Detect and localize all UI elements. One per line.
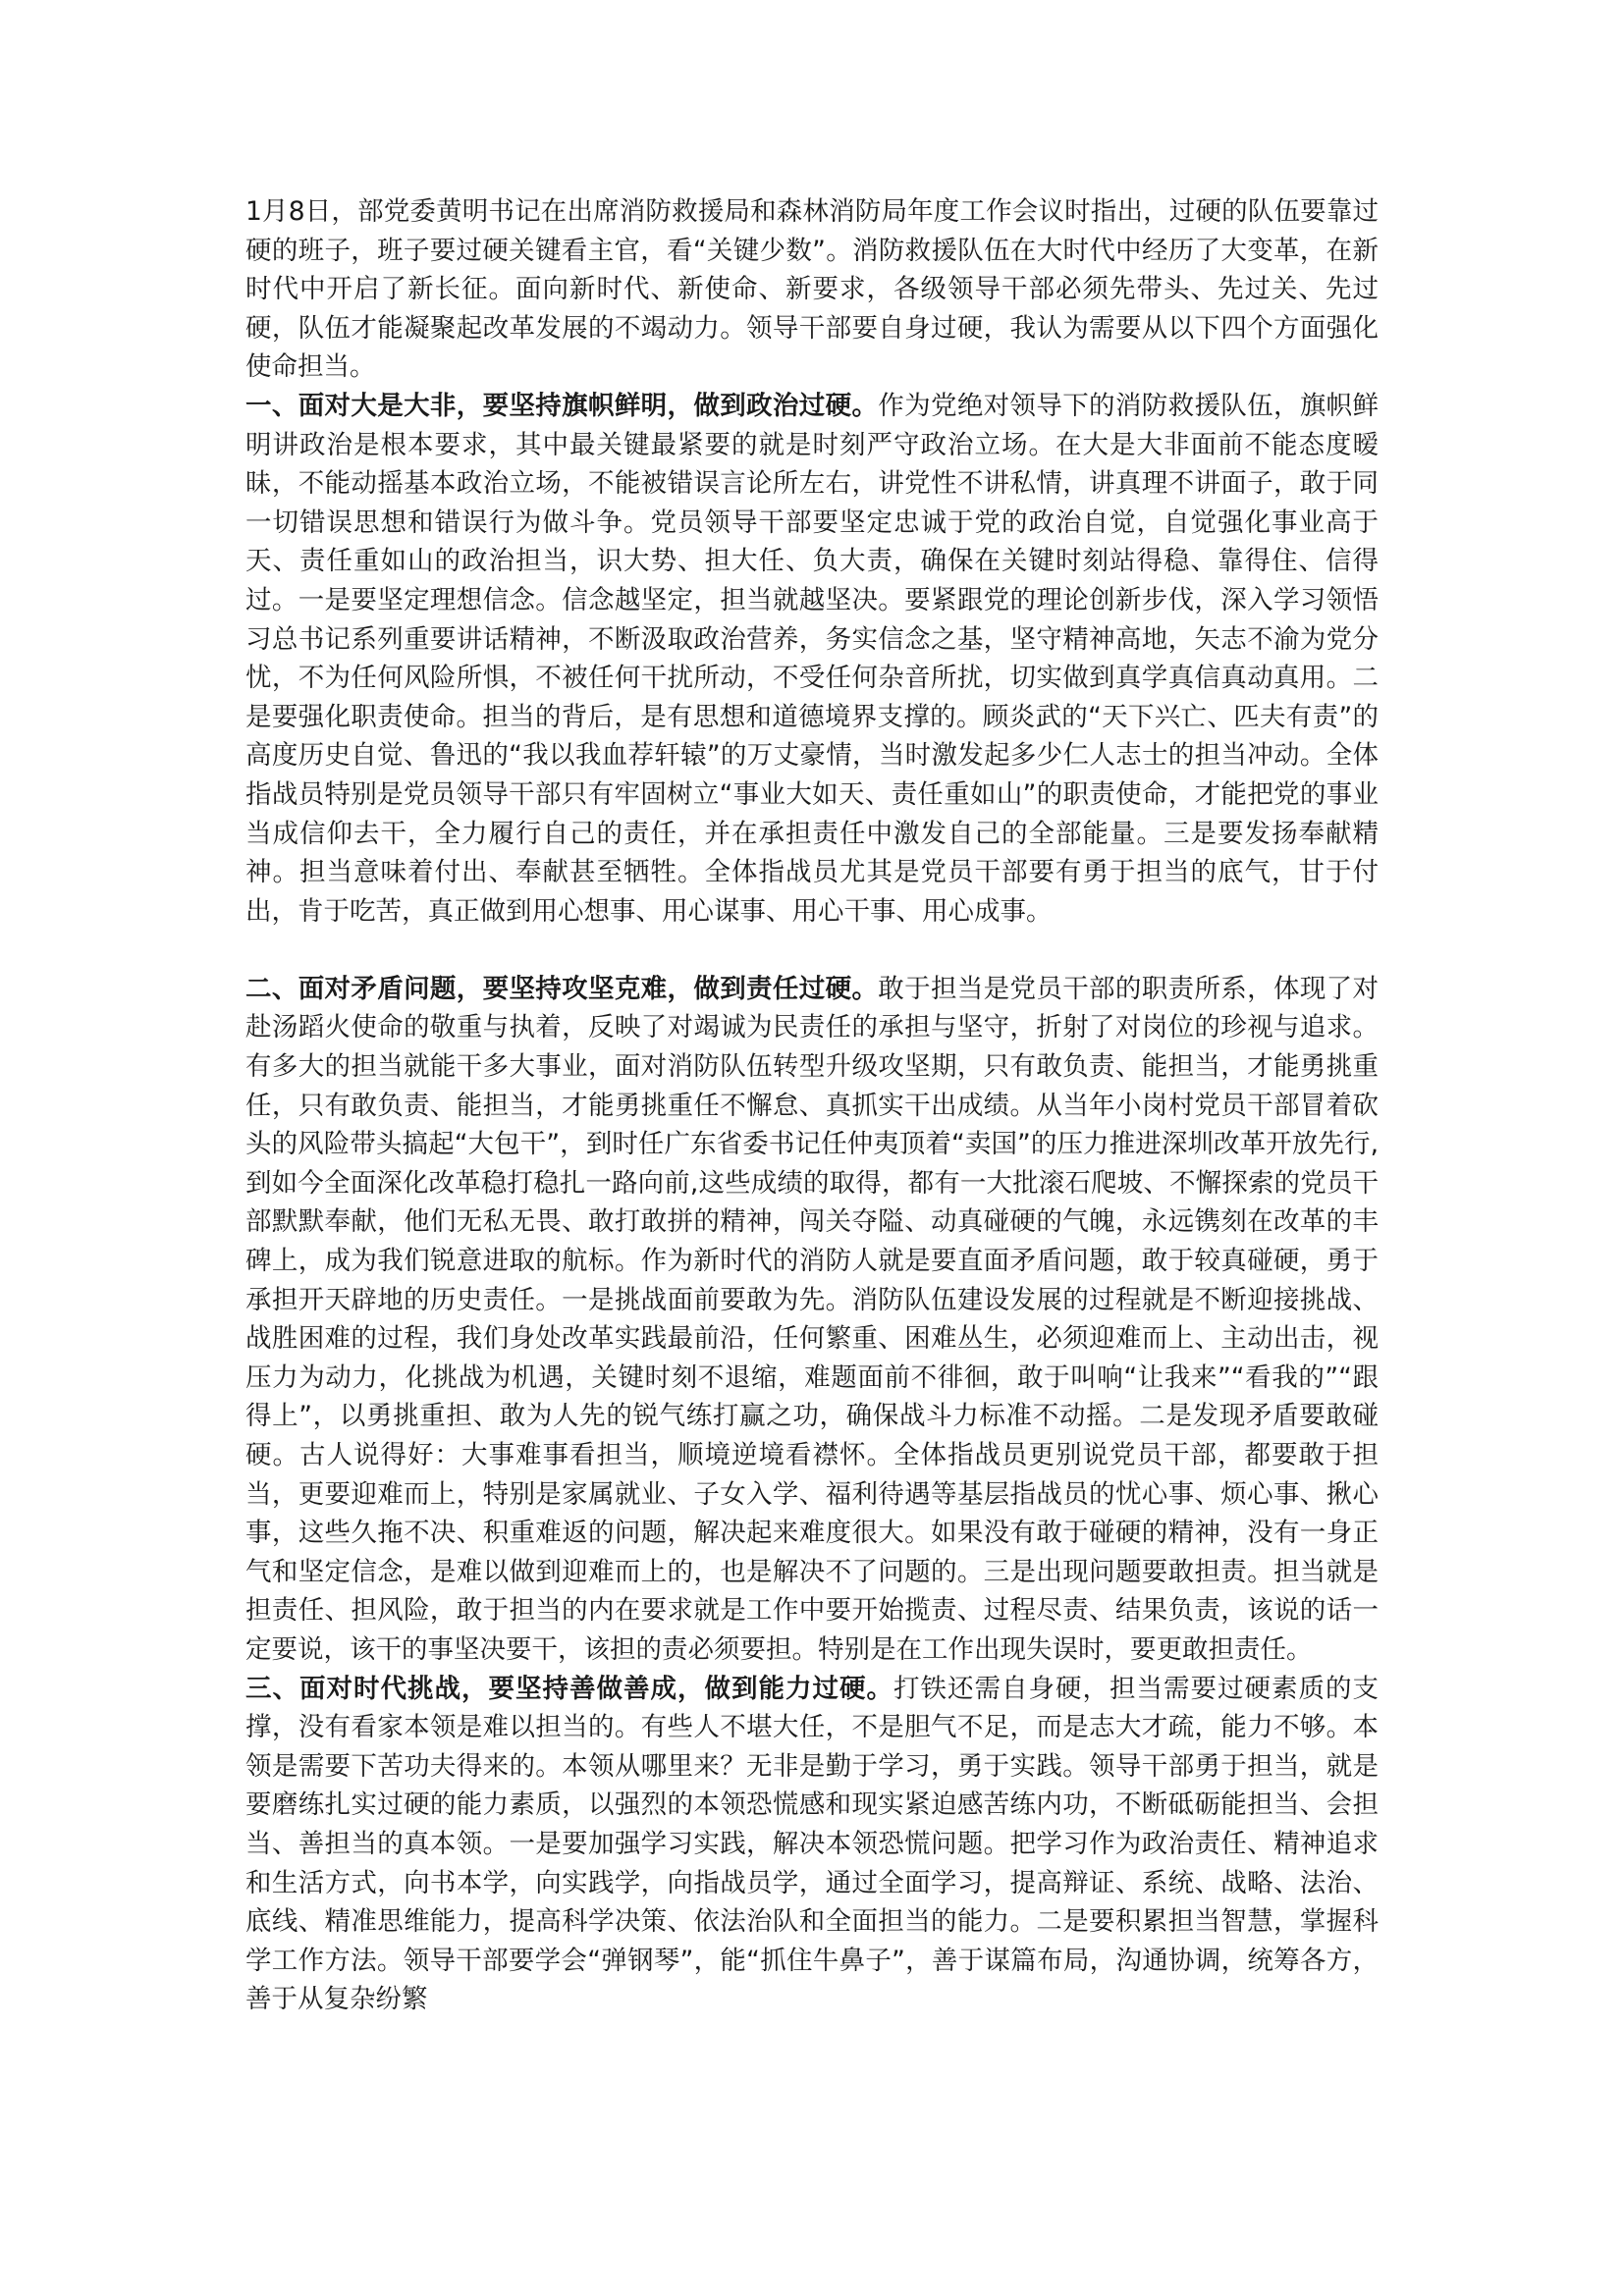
document-body: [245, 192, 1379, 2019]
section-2-heading: 二、面对矛盾问题，要坚持攻坚克难，做到责任过硬。: [245, 973, 879, 1004]
intro-paragraph: 1月8日，部党委黄明书记在出席消防救援局和森林消防局年度工作会议时指出，过硬的队伍要靠过硬的班子，班子要过硬关键看主官，看“关键少数”。消防救援队伍在大时代中经历了大变革，在新时代中开启了新长征。面向新时代、新使命、新要求，各级领导干部必须先带头、先过关、先过硬，队伍才能凝聚起改革发展的不竭动力。领导干部要自身过硬，我认为需要从以下四个方面强化使命担当。: [245, 196, 1379, 383]
section-3-body: 打铁还需自身硬，担当需要过硬素质的支撑，没有看家本领是难以担当的。有些人不堪大任，不是胆气不足，而是志大才疏，能力不够。本领是需要下苦功夫得来的。本领从哪里来？无非是勤于学习，勇于实践。领导干部勇于担当，就是要磨练扎实过硬的能力素质，以强烈的本领恐慌感和现实紧迫感苦练内功，不断砥砺能担当、会担当、善担当的真本领。一是要加强学习实践，解决本领恐慌问题。把学习作为政治责任、精神追求和生活方式，向书本学，向实践学，向指战员学，通过全面学习，提高辩证、系统、战略、法治、底线、精准思维能力，提高科学决策、依法治队和全面担当的能力。二是要积累担当智慧，掌握科学工作方法。领导干部要学会“弹钢琴”，能“抓住牛鼻子”，善于谋篇布局，沟通协调，统筹各方，善于从复杂纷繁: [245, 1673, 1379, 2015]
section-1-heading: 一、面对大是大非，要坚持旗帜鲜明，做到政治过硬。: [245, 390, 879, 421]
section-3-paragraph: [245, 1670, 1379, 2019]
section-2-body: 敢于担当是党员干部的职责所系，体现了对赴汤蹈火使命的敬重与执着，反映了对竭诚为民责任的承担与坚守，折射了对岗位的珍视与追求。有多大的担当就能干多大事业，面对消防队伍转型升级攻坚期，只有敢负责、能担当，才能勇挑重任，只有敢负责、能担当，才能勇挑重任不懈怠、真抓实干出成绩。从当年小岗村党员干部冒着砍头的风险带头搞起“大包干”，到时任广东省委书记任仲夷顶着“卖国”的压力推进深圳改革开放先行,到如今全面深化改革稳打稳扎一路向前,这些成绩的取得，都有一大批滚石爬坡、不懈探索的党员干部默默奉献，他们无私无畏、敢打敢拼的精神，闯关夺隘、动真碰硬的气魄，永远镌刻在改革的丰碑上，成为我们锐意进取的航标。作为新时代的消防人就是要直面矛盾问题，敢于较真碰硬，勇于承担开天辟地的历史责任。一是挑战面前要敢为先。消防队伍建设发展的过程就是不断迎接挑战、战胜困难的过程，我们身处改革实践最前沿，任何繁重、困难丛生，必须迎难而上、主动出击，视压力为动力，化挑战为机遇，关键时刻不退缩，难题面前不徘徊，敢于叫响“让我来”“看我的”“跟得上”，以勇挑重担、敢为人先的锐气练打赢之功，确保战斗力标准不动摇。二是发现矛盾要敢碰硬。古人说得好：大事难事看担当，顺境逆境看襟怀。全体指战员更别说党员干部，都要敢于担当，更要迎难而上，特别是家属就业、子女入学、福利待遇等基层指战员的忧心事、烦心事、揪心事，这些久拖不决、积重难返的问题，解决起来难度很大。如果没有敢于碰硬的精神，没有一身正气和坚定信念，是难以做到迎难而上的，也是解决不了问题的。三是出现问题要敢担责。担当就是担责任、担风险，敢于担当的内在要求就是工作中要开始揽责、过程尽责、结果负责，该说的话一定要说，该干的事坚决要干，该担的责必须要担。特别是在工作出现失误时，要更敢担责任。: [245, 973, 1380, 1665]
section-3-heading: 三、面对时代挑战，要坚持善做善成，做到能力过硬。: [245, 1673, 893, 1704]
section-2-paragraph: [245, 970, 1379, 1670]
section-1-body: 作为党绝对领导下的消防救援队伍，旗帜鲜明讲政治是根本要求，其中最关键最紧要的就是时刻严守政治立场。在大是大非面前不能态度暧昧，不能动摇基本政治立场，不能被错误言论所左右，讲党性不讲私情，讲真理不讲面子，敢于同一切错误思想和错误行为做斗争。党员领导干部要坚定忠诚于党的政治自觉，自觉强化事业高于天、责任重如山的政治担当，识大势、担大任、负大责，确保在关键时刻站得稳、靠得住、信得过。一是要坚定理想信念。信念越坚定，担当就越坚决。要紧跟党的理论创新步伐，深入学习领悟习总书记系列重要讲话精神，不断汲取政治营养，务实信念之基，坚守精神高地，矢志不渝为党分忧，不为任何风险所惧，不被任何干扰所动，不受任何杂音所扰，切实做到真学真信真动真用。二是要强化职责使命。担当的背后，是有思想和道德境界支撑的。顾炎武的“天下兴亡、匹夫有责”的高度历史自觉、鲁迅的“我以我血荐轩辕”的万丈豪情，当时激发起多少仁人志士的担当冲动。全体指战员特别是党员领导干部只有牢固树立“事业大如天、责任重如山”的职责使命，才能把党的事业当成信仰去干，全力履行自己的责任，并在承担责任中激发自己的全部能量。三是要发扬奉献精神。担当意味着付出、奉献甚至牺牲。全体指战员尤其是党员干部要有勇于担当的底气，甘于付出，肯于吃苦，真正做到用心想事、用心谋事、用心干事、用心成事。: [245, 390, 1380, 927]
section-1-paragraph: [245, 387, 1379, 931]
